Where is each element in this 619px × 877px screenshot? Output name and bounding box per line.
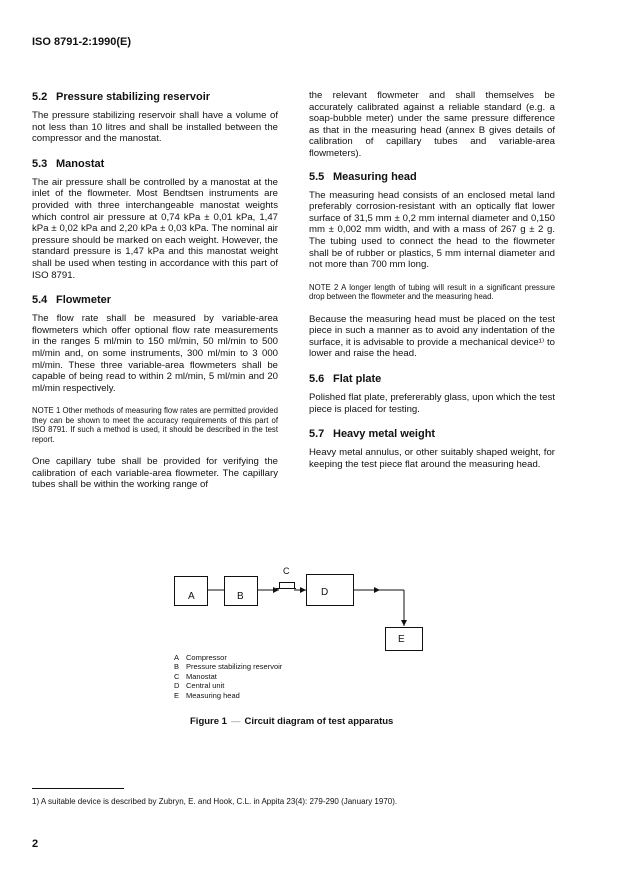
paragraph: One capillary tube shall be provided for verifying the calibration of each variable-area flowmeter. The capillary tubes shall be within the working range of (32, 455, 278, 491)
figure-legend (174, 653, 282, 700)
paragraph-continued: the relevant flowmeter and shall themselves be accurately calibrated against a reliable standard (e.g. a soap-bubble meter) under the same pressure difference as that in the measuring head (annex B gives details of calibration of capillary tubes and variable-area flowmeters). (309, 90, 555, 159)
box-b: B (224, 576, 258, 606)
section-heading-5-3: 5.3 Manostat (32, 157, 105, 170)
paragraph: The measuring head consists of an enclosed metal land preferably corrosion-resistant with an optically flat lower surface of 31,5 mm ± 0,2 mm internal diameter and 0,150 mm ± 0,002 mm width, and with a mass of 267 g ± 2 g. The tubing used to connect the head to the flowmeter shall be of rubber or plastics, 5 mm internal diameter and not more than 700 mm long. (309, 189, 555, 271)
footnote: 1) A suitable device is described by Zubryn, E. and Hook, C.L. in Appita 23(4): 279-290 (January 1970). (32, 797, 398, 806)
legend-item: E Measuring head (174, 690, 240, 700)
box-e: E (385, 627, 423, 651)
page-number: 2 (32, 838, 39, 850)
left-column (32, 90, 278, 503)
paragraph: Heavy metal annulus, or other suitably shaped weight, for keeping the test piece flat around the measuring head. (309, 447, 555, 470)
paragraph: The pressure stabilizing reservoir shall have a volume of not less than 10 litres and shall be installed between the compressor and the manostat. (32, 110, 278, 145)
figure-circuit-diagram (0, 560, 619, 740)
paragraph: The flow rate shall be measured by variable-area flowmeters which offer optional flow rate measurements in the ranges 5 ml/min to 150 ml/min, 50 ml/min to 500 ml/min and, on some instruments, 300 ml/min to 3 000 ml/min. These three variable-area flowmeters shall be capable of being read to within 2 ml/min, 5 ml/min and 20 ml/min respectively. (32, 313, 278, 394)
note-1: NOTE 1 Other methods of measuring flow rates are permitted provided they can be shown to meet the accuracy requirements of this part of ISO 8791. If such a method is used, it should be described in the test report. (32, 406, 278, 444)
section-heading-5-6: 5.6 Flat plate (309, 372, 382, 385)
box-d: D (306, 574, 354, 606)
section-heading-5-4: 5.4 Flowmeter (32, 294, 112, 307)
paragraph: Polished flat plate, prefererably glass, upon which the test piece is placed for testing. (309, 391, 555, 415)
paragraph: The air pressure shall be controlled by a manostat at the inlet of the flowmeter. Most Bendtsen instruments are provided with three interchangeable manostat weights which control air pressure at 0,74 kPa ± 0,01 kPa, 1,47 kPa ± 0,02 kPa and 2,20 kPa ± 0,03 kPa. The nominal air pressure should be marked on each weight. However, the standard pressure is 1,47 kPa and this manostat weight shall be used when testing in accordance with this part of ISO 8791. (32, 176, 278, 281)
paragraph: Because the measuring head must be placed on the test piece in such a manner as to avoid any indentation of the surface, it is advisable to provide a mechanical device¹⁾ to lower and raise the head. (309, 313, 555, 360)
right-column (309, 90, 555, 482)
legend-item: B Pressure stabilizing reservoir (174, 662, 283, 672)
document-header: ISO 8791-2:1990(E) (32, 36, 132, 48)
legend-item: D Central unit (174, 681, 225, 691)
note-2: NOTE 2 A longer length of tubing will result in a significant pressure drop between the flowmeter and the measuring head. (309, 282, 555, 302)
arrow-into-e (401, 620, 407, 626)
arrow-d-e (374, 587, 380, 593)
legend-item: A Compressor (174, 653, 227, 662)
legend-item: C Manostat (174, 671, 217, 681)
section-heading-5-5: 5.5 Measuring head (309, 170, 417, 183)
section-heading-5-7: 5.7 Heavy metal weight (309, 428, 436, 441)
figure-caption: Figure 1 — Circuit diagram of test apparatus (190, 716, 394, 727)
section-heading-5-2: 5.2 Pressure stabilizing reservoir (32, 91, 211, 103)
label-c: C (283, 566, 290, 576)
manostat-base (276, 588, 296, 589)
footnote-divider (32, 788, 124, 789)
box-a: A (174, 576, 208, 606)
